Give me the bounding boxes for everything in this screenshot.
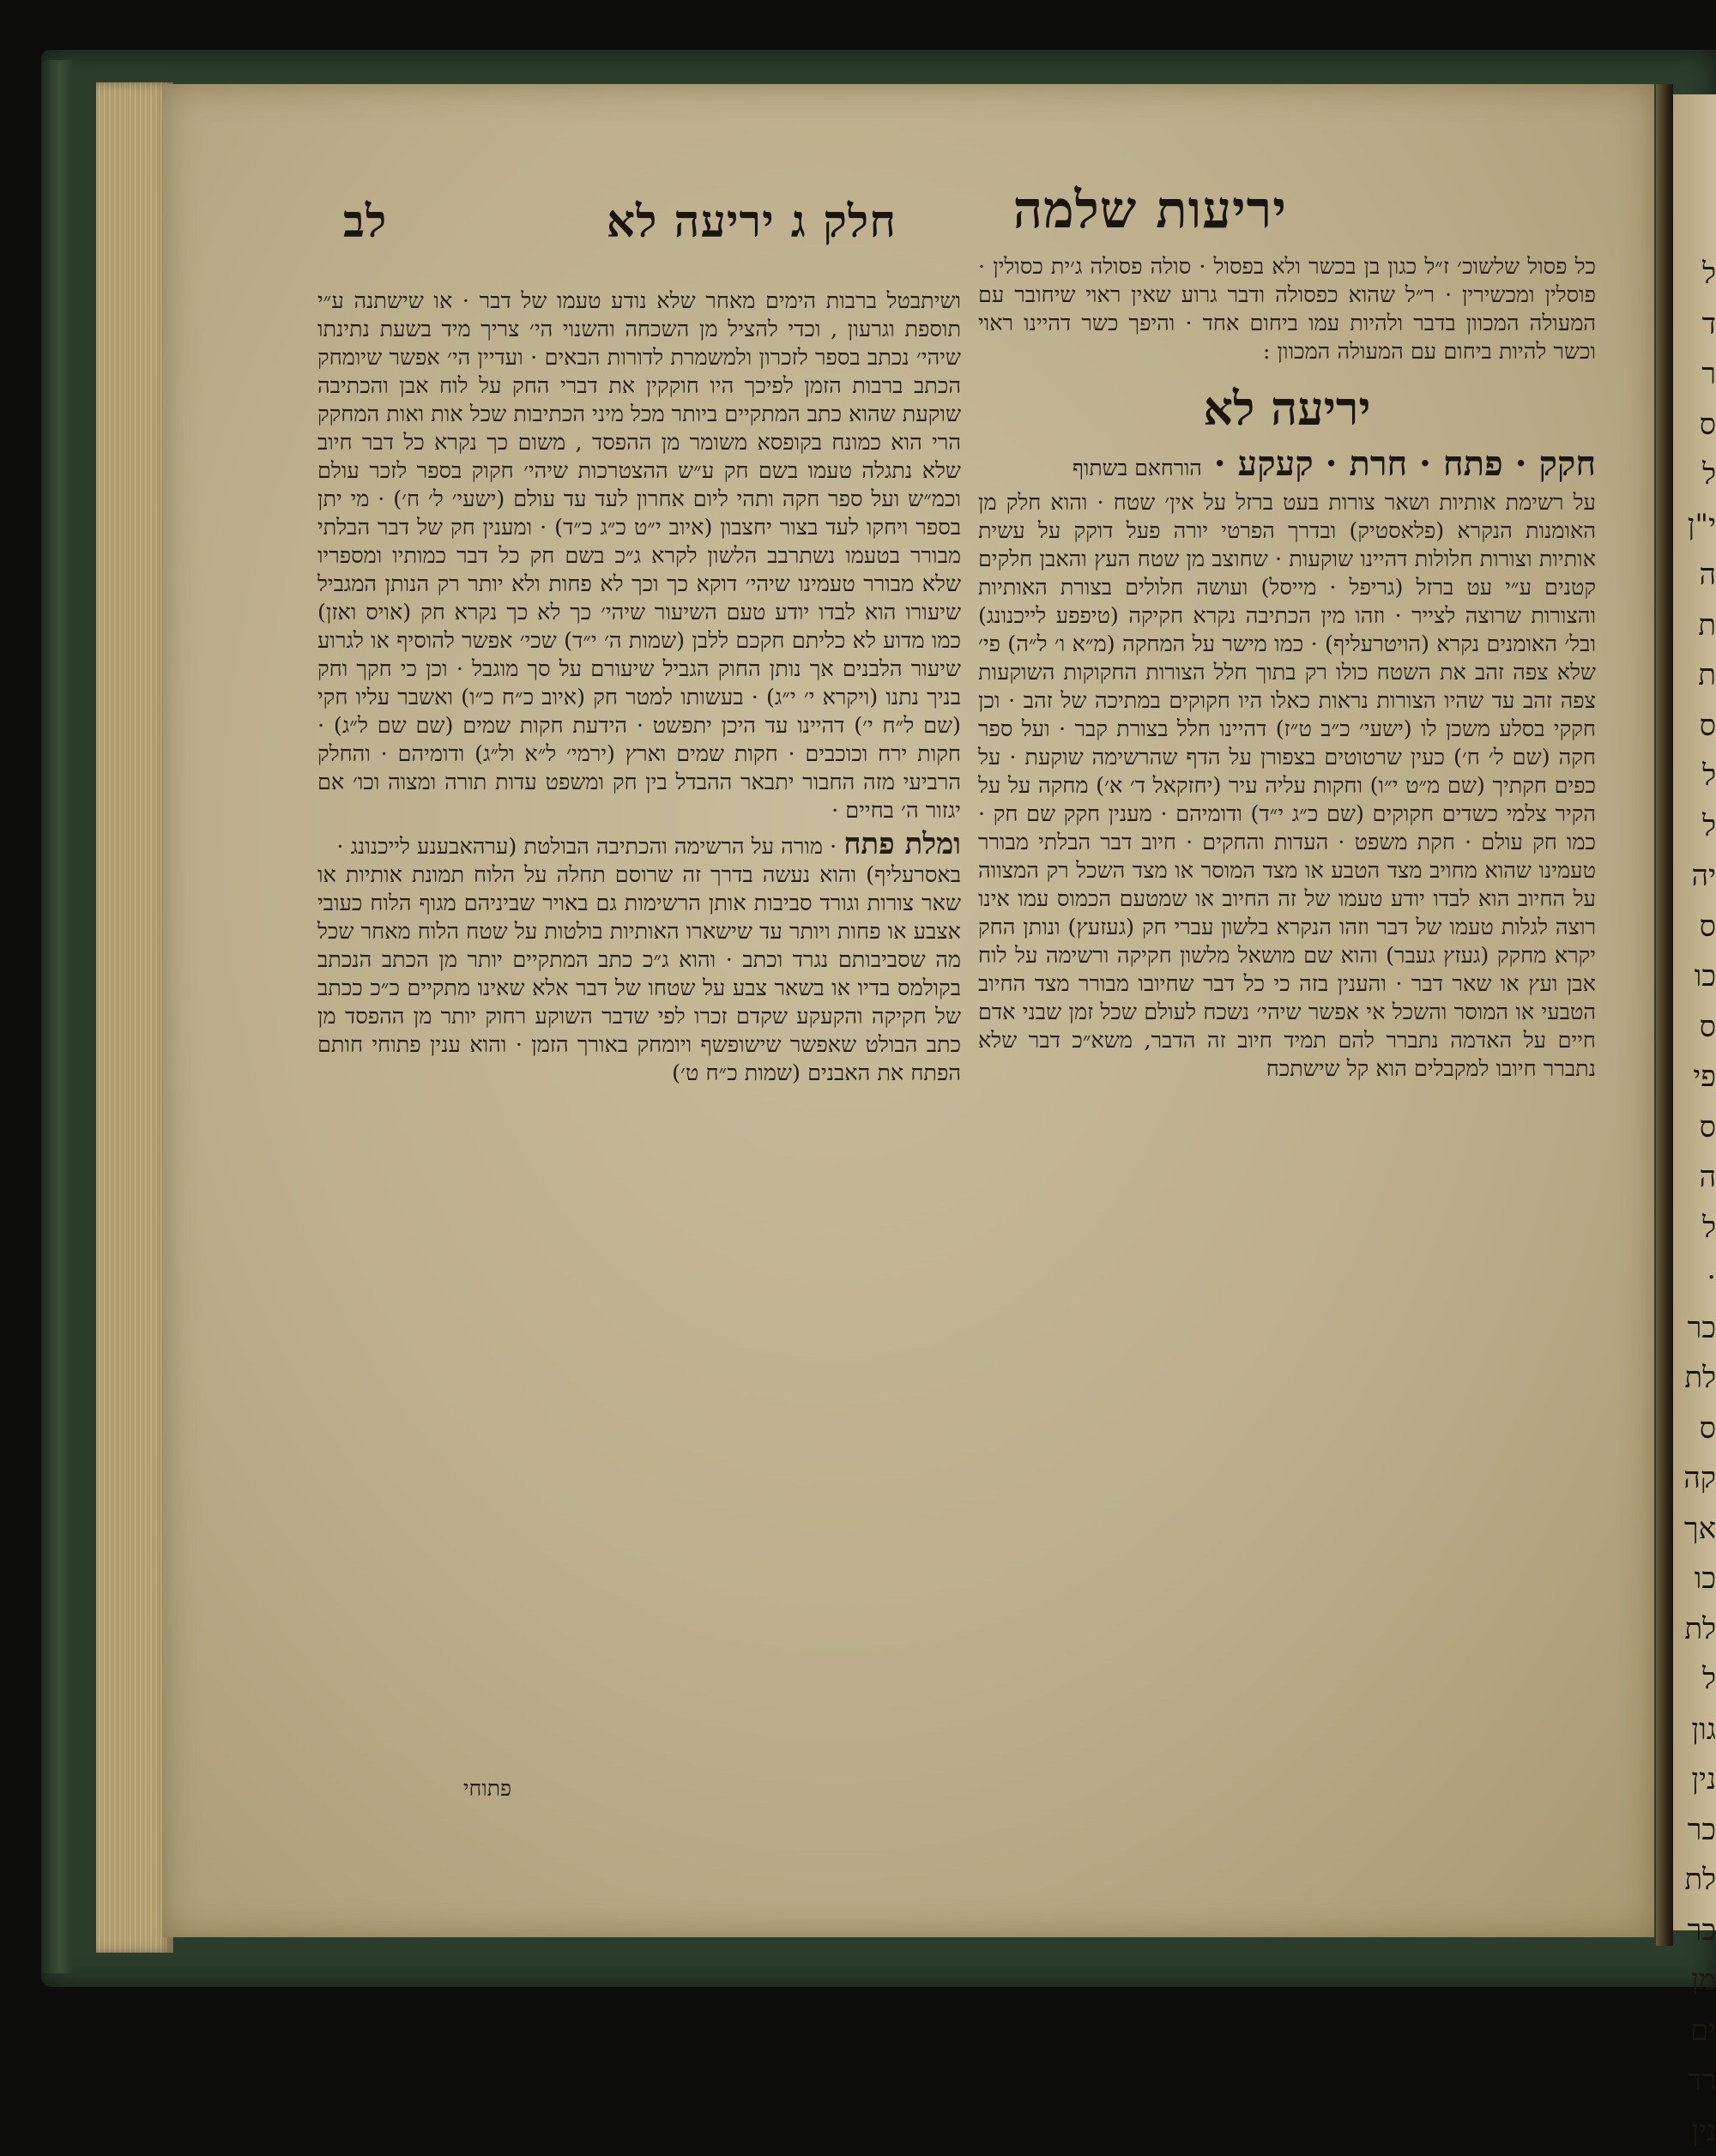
header-section: חלק ג יריעה לא xyxy=(606,196,897,248)
keyword-petach: ומלת פתח xyxy=(843,827,961,861)
header-title: יריעות שלמה xyxy=(1012,180,1287,240)
page-edges xyxy=(96,82,173,1953)
intro-text: כל פסול שלשוכ׳ ז״ל כגון בן בכשר ולא בפסול · סולה פסולה ג׳ית כסולין · פוסלין ומכשירין · ר״ל שהוא כפסולה ודבר גרוע שאין ראוי שיחובר עם המעולה המכוון בדבר ולהיות עמו ביחום אחד · והיפך כשר דהיינו ראוי וכשר להיות ביחום עם המעולה המכוון : xyxy=(978,254,1596,365)
keywords-translation: הורחאם בשתוף xyxy=(1072,456,1202,480)
right-body-text: על רשימת אותיות ושאר צורות בעט ברזל על אין׳ שטח · והוא חלק מן האומנות הנקרא (פלאסטיק) ובדרך הפרטי יורה פעל דוקק על עשית אותיות וצורות חלולות דהיינו שוקעות · שחוצב מן שטח העץ והאבן חלקים קטנים ע״י עט ברזל (גריפל · מייסל) ועושה חלולים בצורת האותיות והצורות שרוצה לצייר · וזהו מין הכתיבה נקרא חקיקה (טיפפע לייכנונג) ובל׳ האומנים נקרא (הויטרעליף) · כמו מישר על המחקה (מ״א ו׳ ל״ה) פי׳ שלא צפה זהב את השטח כולו רק בתוך חלל הצורות החקוקות השוקעות צפה זהב עד שהיו הצורות נראות כאלו היו חקוקים במתיכה של זהב · וכן חקקי בסלע משכן לו (ישעי׳ כ״ב ט״ז) דהיינו חלל בצורת קבר · ועל ספר חקה (שם ל׳ ח׳) כעין שרטוטים בצפורן על הדף שהרשימה שוקעת · על כפים חקתיך (שם מ״ט י״ו) וחקות עליה עיר (יחזקאל ד׳ א׳) מחקה על על הקיר צלמי כשדים חקוקים (שם כ״ג י״ד) ודומיהם · מענין חקק שם חק · כמו חק עולם · חקת משפט · העדות והחקים · חיוב דבר הבלתי מבורר טעמינו שהוא מחויב מצד הטבע או מצד המוסר או מצד השכל רק המצווה על החיוב הוא לבדו יודע טעמו של זה החיוב או שמטעם הכמוס עמו אינו רוצה לגלות טעמו של דבר וזהו הנקרא בלשון עברי חק (געזעץ) ונותן החק יקרא מחקק (געזץ געבר) והוא שם מושאל מלשון חקיקה ורשימה על לוח אבן ועץ או שאר דבר · והענין בזה כי כל דבר שחיובו מבורר מצד החיוב הטבעי או המוסר והשכל אי אפשר שיהי׳ נשכח לעולם שכל זמן שבני אדם חיים על האדמה נתברר להם תמיד חיוב זה הדבר, משא״כ דבר שלא נתברר חיובו למקבלים הוא קל שישתכח xyxy=(978,490,1596,1082)
keyword-line xyxy=(317,827,961,861)
next-page-fragment xyxy=(1673,94,1716,2148)
entry-title: יריעה לא xyxy=(1203,381,1371,436)
keywords-text: חקק · פתח · חרת · קעקע · xyxy=(1213,444,1596,484)
catchword: פתוחי xyxy=(463,1776,512,1801)
running-header xyxy=(343,180,1287,257)
entry-keywords xyxy=(978,444,1596,489)
book-gutter xyxy=(1656,84,1673,1946)
page-number: לב xyxy=(343,196,388,248)
left-body-text-2: באסרעליף) והוא נעשה בדרך זה שרוסם תחלה על הלוח תמונת אותיות או שאר צורות וגורד סביבות אותן הרשימות גם באויר שביניהם מגוף הלוח כעובי אצבע או פחות ויותר עד שישארו האותיות בולטות על שטח הלוח מאחר שכל מה שסביבותם נגרד וכתב · והוא ג״כ כתב המתקיים יותר מן הכתב הנכתב בקולמס בדיו או בשאר צבע על שטחו של דבר אלא שאינו מתקיים כ״כ ככתב של חקיקה והקעקע שקדם זכרו לפי שדבר השוקע רחוק יותר מן ההפסד מן כתב הבולט שאפשר שישופשף ויומחק באורך הזמן · והוא ענין פתוחי חותם הפתח את האבנים (שמות כ״ח ט׳) xyxy=(317,862,961,1086)
right-column xyxy=(978,253,1596,1084)
book-spine-edge xyxy=(41,60,72,1973)
left-body-text-1: ושיתבטל ברבות הימים מאחר שלא נודע טעמו של דבר · או שישתנה ע״י תוספת וגרעון , וכדי להציל מן השכחה והשנוי הי׳ צריך מיד בשעת נתינתו שיהי׳ נכתב בספר לזכרון ולמשמרת לדורות הבאים · ועדיין הי׳ אפשר שיומחק הכתב ברבות הזמן לפיכך היו חוקקין את דברי החק על לוח אבן והכתיבה שוקעת שהוא כתב המתקיים ביותר מכל מיני הכתיבות שכל אות ואות המחקק הרי הוא כמונח בקופסא משומר מן ההפסד , משום כך נקרא כל דבר חיוב שלא נתגלה טעמו בשם חק ע״ש ההצטרכות שיהי׳ חקוק בספר לזכר עולם וכמ״ש ועל ספר חקה ותהי ליום אחרון לעד עד עולם (ישעי׳ ל׳ ח׳) · מי יתן בספר ויחקו לעד בצור יחצבון (איוב י״ט כ״ג כ״ד) · ומענין חק של דבר הבלתי מבורר בטעמו נשתרבב הלשון לקרא ג״כ בשם חק כל דבר כמותיו ומספריו שלא מבורר טעמינו שיהי׳ דוקא כך וכך לא פחות ולא יותר רק הנותן המגביל שיעורו הוא לבדו יודע טעם השיעור שיהי׳ כך לא כך נקרא חק (אויס ואזן) כמו מדוע לא כליתם חקכם ללבן (שמות ה׳ י״ד) שכי׳ אפשר להוסיף או לגרוע שיעור הלבנים אך נותן החוק הגביל שיעורם על סך מוגבל · וכן כי חקך וחק בניך נתנו (ויקרא י׳ י״ג) · בעשותו למטר חק (איוב כ״ח כ״ו) ואשבר עליו חקי (שם ל״ח י׳) דהיינו עד היכן יתפשט · הידעת חקות שמים (שם שם ל״ג) · חקות ירח וכוכבים · חקות שמים וארץ (ירמי׳ ל״א ול״ג) ודומיהם · והחלק הרביעי מזה החבור יתבאר ההבדל בין חק ומשפט עדות תורה ומצוה וכו׳ אם יגזור ה׳ בחיים · xyxy=(317,288,961,824)
keyword-petach-tail: · מורה על הרשימה והכתיבה הבולטת (ערהאבענע לייכנונג · xyxy=(336,834,837,860)
next-page-text: ל ד ר ס ל י"ן ה ת ת ס ל ל יה ס כו ס פי ס ה ל · כר לת ס קה אך כו לת ל גון נין כר לת כר מן ים רד נין xyxy=(1683,257,1716,2148)
left-column xyxy=(317,287,961,1088)
